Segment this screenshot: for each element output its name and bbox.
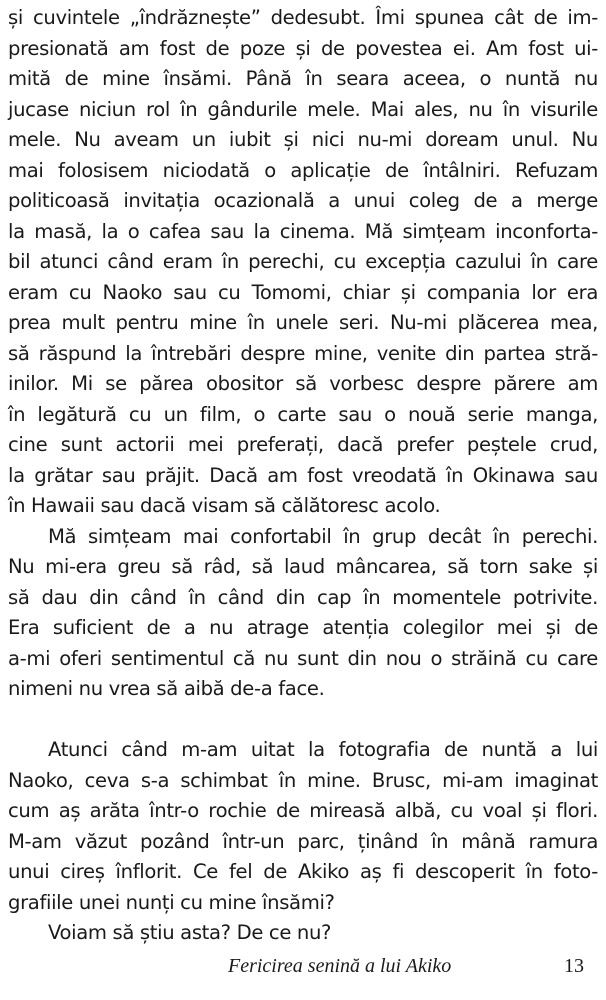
page-footer — [0, 955, 606, 985]
text-line: politicoasă invitația ocazională a unui coleg de a merge — [8, 189, 598, 212]
text-line: jucase niciun rol în gândurile mele. Mai ales, nu în visurile — [8, 97, 598, 121]
text-line: la masă, la o cafea sau la cinema. Mă simțeam inconforta- — [8, 219, 598, 243]
text-line: la grătar sau prăjit. Dacă am fost vreodată în Okinawa sau — [8, 463, 598, 487]
paragraph-1 — [8, 3, 598, 522]
running-title: Fericirea senină a lui Akiko — [228, 955, 452, 977]
text-line: a-mi oferi sentimentul că nu sunt din nou o străină cu care — [8, 646, 598, 670]
text-line: grafiile unei nunți cu mine însămi? — [8, 890, 335, 914]
text-line: în Hawaii sau dacă visam să călătoresc acolo. — [8, 494, 441, 517]
text-line: Voiam să știu asta? De ce nu? — [48, 921, 332, 944]
text-line: cum aș arăta într-o rochie de mireasă albă, cu voal și flori. — [8, 799, 598, 822]
text-line: cine sunt actorii mei preferați, dacă prefer peștele crud, — [8, 433, 598, 456]
text-line: nimeni nu vrea să aibă de-a face. — [8, 677, 325, 700]
text-line: eram cu Naoko sau cu Tomomi, chiar și compania lor era — [8, 280, 598, 304]
paragraph-3 — [8, 735, 598, 918]
text-line: presionată am fost de poze și de povestea ei. Am fost ui- — [8, 36, 598, 60]
book-page — [8, 3, 598, 949]
text-line: Naoko, ceva s-a schimbat în mine. Brusc, mi-am imaginat — [8, 768, 598, 792]
text-line: prea mult pentru mine în unele seri. Nu-mi plăcerea mea, — [8, 311, 598, 334]
section-break — [8, 705, 598, 736]
text-line: și cuvintele „îndrăznește” dedesubt. Îmi spunea cât de im- — [8, 6, 598, 29]
text-line: să dau din când în când din cap în momentele potrivite. — [8, 585, 598, 609]
text-line: Atunci când m-am uitat la fotografia de nuntă a lui — [48, 738, 598, 761]
text-line: inilor. Mi se părea obositor să vorbesc despre părere am — [8, 372, 598, 395]
paragraph-4 — [8, 918, 598, 949]
paragraph-2 — [8, 522, 598, 705]
page-number: 13 — [564, 955, 584, 977]
text-line: M-am văzut pozând într-un parc, ținând în mână ramura — [8, 829, 598, 853]
text-line: mai folosisem niciodată o aplicație de întâlniri. Refuzam — [8, 158, 598, 182]
text-line: în legătură cu un film, o carte sau o nouă serie manga, — [8, 402, 598, 426]
text-line: Era suficient de a nu atrage atenția colegilor mei și de — [8, 616, 598, 639]
text-line: mită de mine însămi. Până în seara aceea, o nuntă nu — [8, 67, 598, 90]
text-line: Mă simțeam mai confortabil în grup decât în perechi. — [48, 524, 598, 548]
text-line: să răspund la întrebări despre mine, venite din partea stră- — [8, 341, 598, 365]
text-line: unui cireș înflorit. Ce fel de Akiko aș fi descoperit în foto- — [8, 860, 598, 883]
text-line: bil atunci când eram în perechi, cu excepția cazului în care — [8, 250, 598, 273]
text-line: Nu mi-era greu să râd, să laud mâncarea, să torn sake și — [8, 555, 598, 578]
text-line: mele. Nu aveam un iubit și nici nu-mi doream unul. Nu — [8, 128, 598, 151]
